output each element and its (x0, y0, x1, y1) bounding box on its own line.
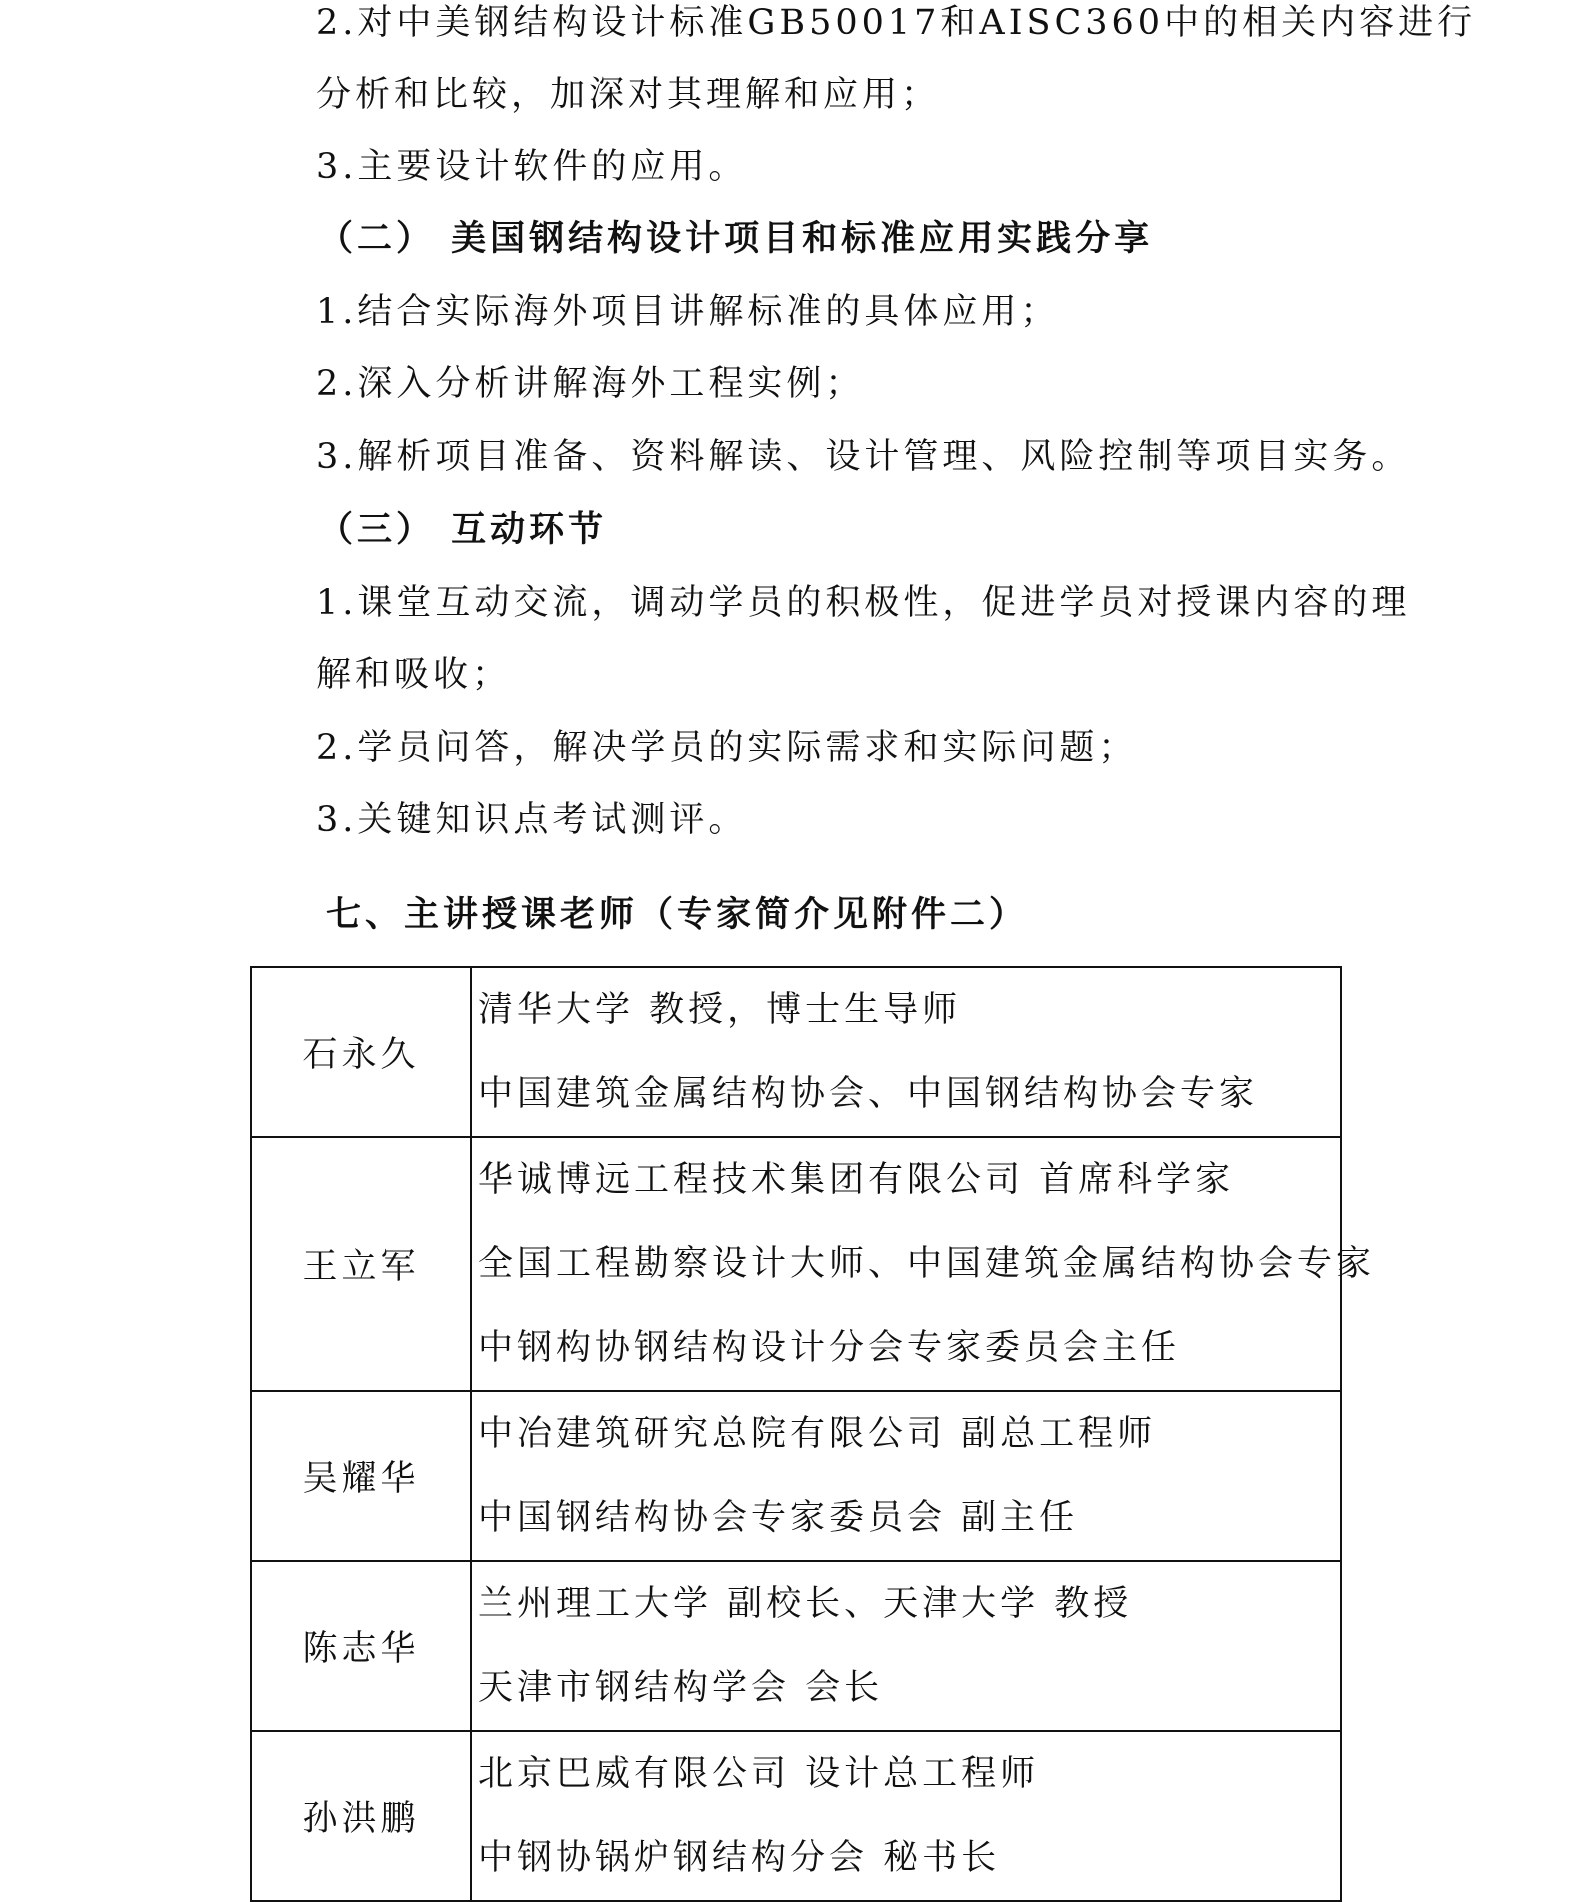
expert-title: 中钢构协钢结构设计分会专家委员会主任 (478, 1328, 1181, 1368)
section-heading: （二） 美国钢结构设计项目和标准应用实践分享 (318, 219, 1154, 259)
expert-title: 兰州理工大学 副校长、天津大学 教授 (478, 1584, 1133, 1624)
expert-description (471, 1731, 1341, 1901)
table-row (251, 1137, 1341, 1391)
expert-title: 北京巴威有限公司 设计总工程师 (478, 1754, 1040, 1794)
expert-title: 天津市钢结构学会 会长 (478, 1668, 884, 1708)
expert-title: 中钢协锅炉钢结构分会 秘书长 (478, 1838, 1001, 1878)
expert-title: 中冶建筑研究总院有限公司 副总工程师 (478, 1414, 1157, 1454)
expert-name: 孙洪鹏 (251, 1731, 471, 1901)
experts-table (250, 966, 1376, 1902)
expert-title: 中国钢结构协会专家委员会 副主任 (478, 1498, 1079, 1538)
expert-name: 石永久 (251, 967, 471, 1137)
expert-title: 全国工程勘察设计大师、中国建筑金属结构协会专家 (478, 1244, 1376, 1284)
table-row (251, 967, 1341, 1137)
paragraph-line: 3.主要设计软件的应用。 (316, 147, 748, 187)
paragraph-line: 2.对中美钢结构设计标准GB50017和AISC360中的相关内容进行 (316, 3, 1477, 43)
expert-description (471, 967, 1341, 1137)
expert-title: 中国建筑金属结构协会、中国钢结构协会专家 (478, 1074, 1259, 1114)
list-item: 1.结合实际海外项目讲解标准的具体应用； (316, 292, 1060, 332)
list-item: 3.关键知识点考试测评。 (316, 800, 748, 840)
expert-name: 吴耀华 (251, 1391, 471, 1561)
list-item: 解和吸收； (316, 655, 512, 695)
expert-description (471, 1561, 1341, 1731)
expert-description (471, 1137, 1376, 1391)
table-row (251, 1391, 1341, 1561)
list-item: 1.课堂互动交流，调动学员的积极性，促进学员对授课内容的理 (316, 583, 1411, 623)
expert-title: 清华大学 教授，博士生导师 (478, 990, 962, 1030)
list-item: 3.解析项目准备、资料解读、设计管理、风险控制等项目实务。 (316, 437, 1411, 477)
expert-description (471, 1391, 1341, 1561)
list-item: 2.学员问答，解决学员的实际需求和实际问题； (316, 728, 1138, 768)
section-heading: （三） 互动环节 (318, 510, 608, 550)
section-heading: 七、主讲授课老师（专家简介见附件二） (326, 895, 1029, 935)
list-item: 2.深入分析讲解海外工程实例； (316, 364, 865, 404)
table-row (251, 1561, 1341, 1731)
paragraph-line: 分析和比较，加深对其理解和应用； (316, 75, 941, 115)
table-row (251, 1731, 1341, 1901)
expert-name: 王立军 (251, 1137, 471, 1391)
expert-title: 华诚博远工程技术集团有限公司 首席科学家 (478, 1160, 1235, 1200)
expert-name: 陈志华 (251, 1561, 471, 1731)
